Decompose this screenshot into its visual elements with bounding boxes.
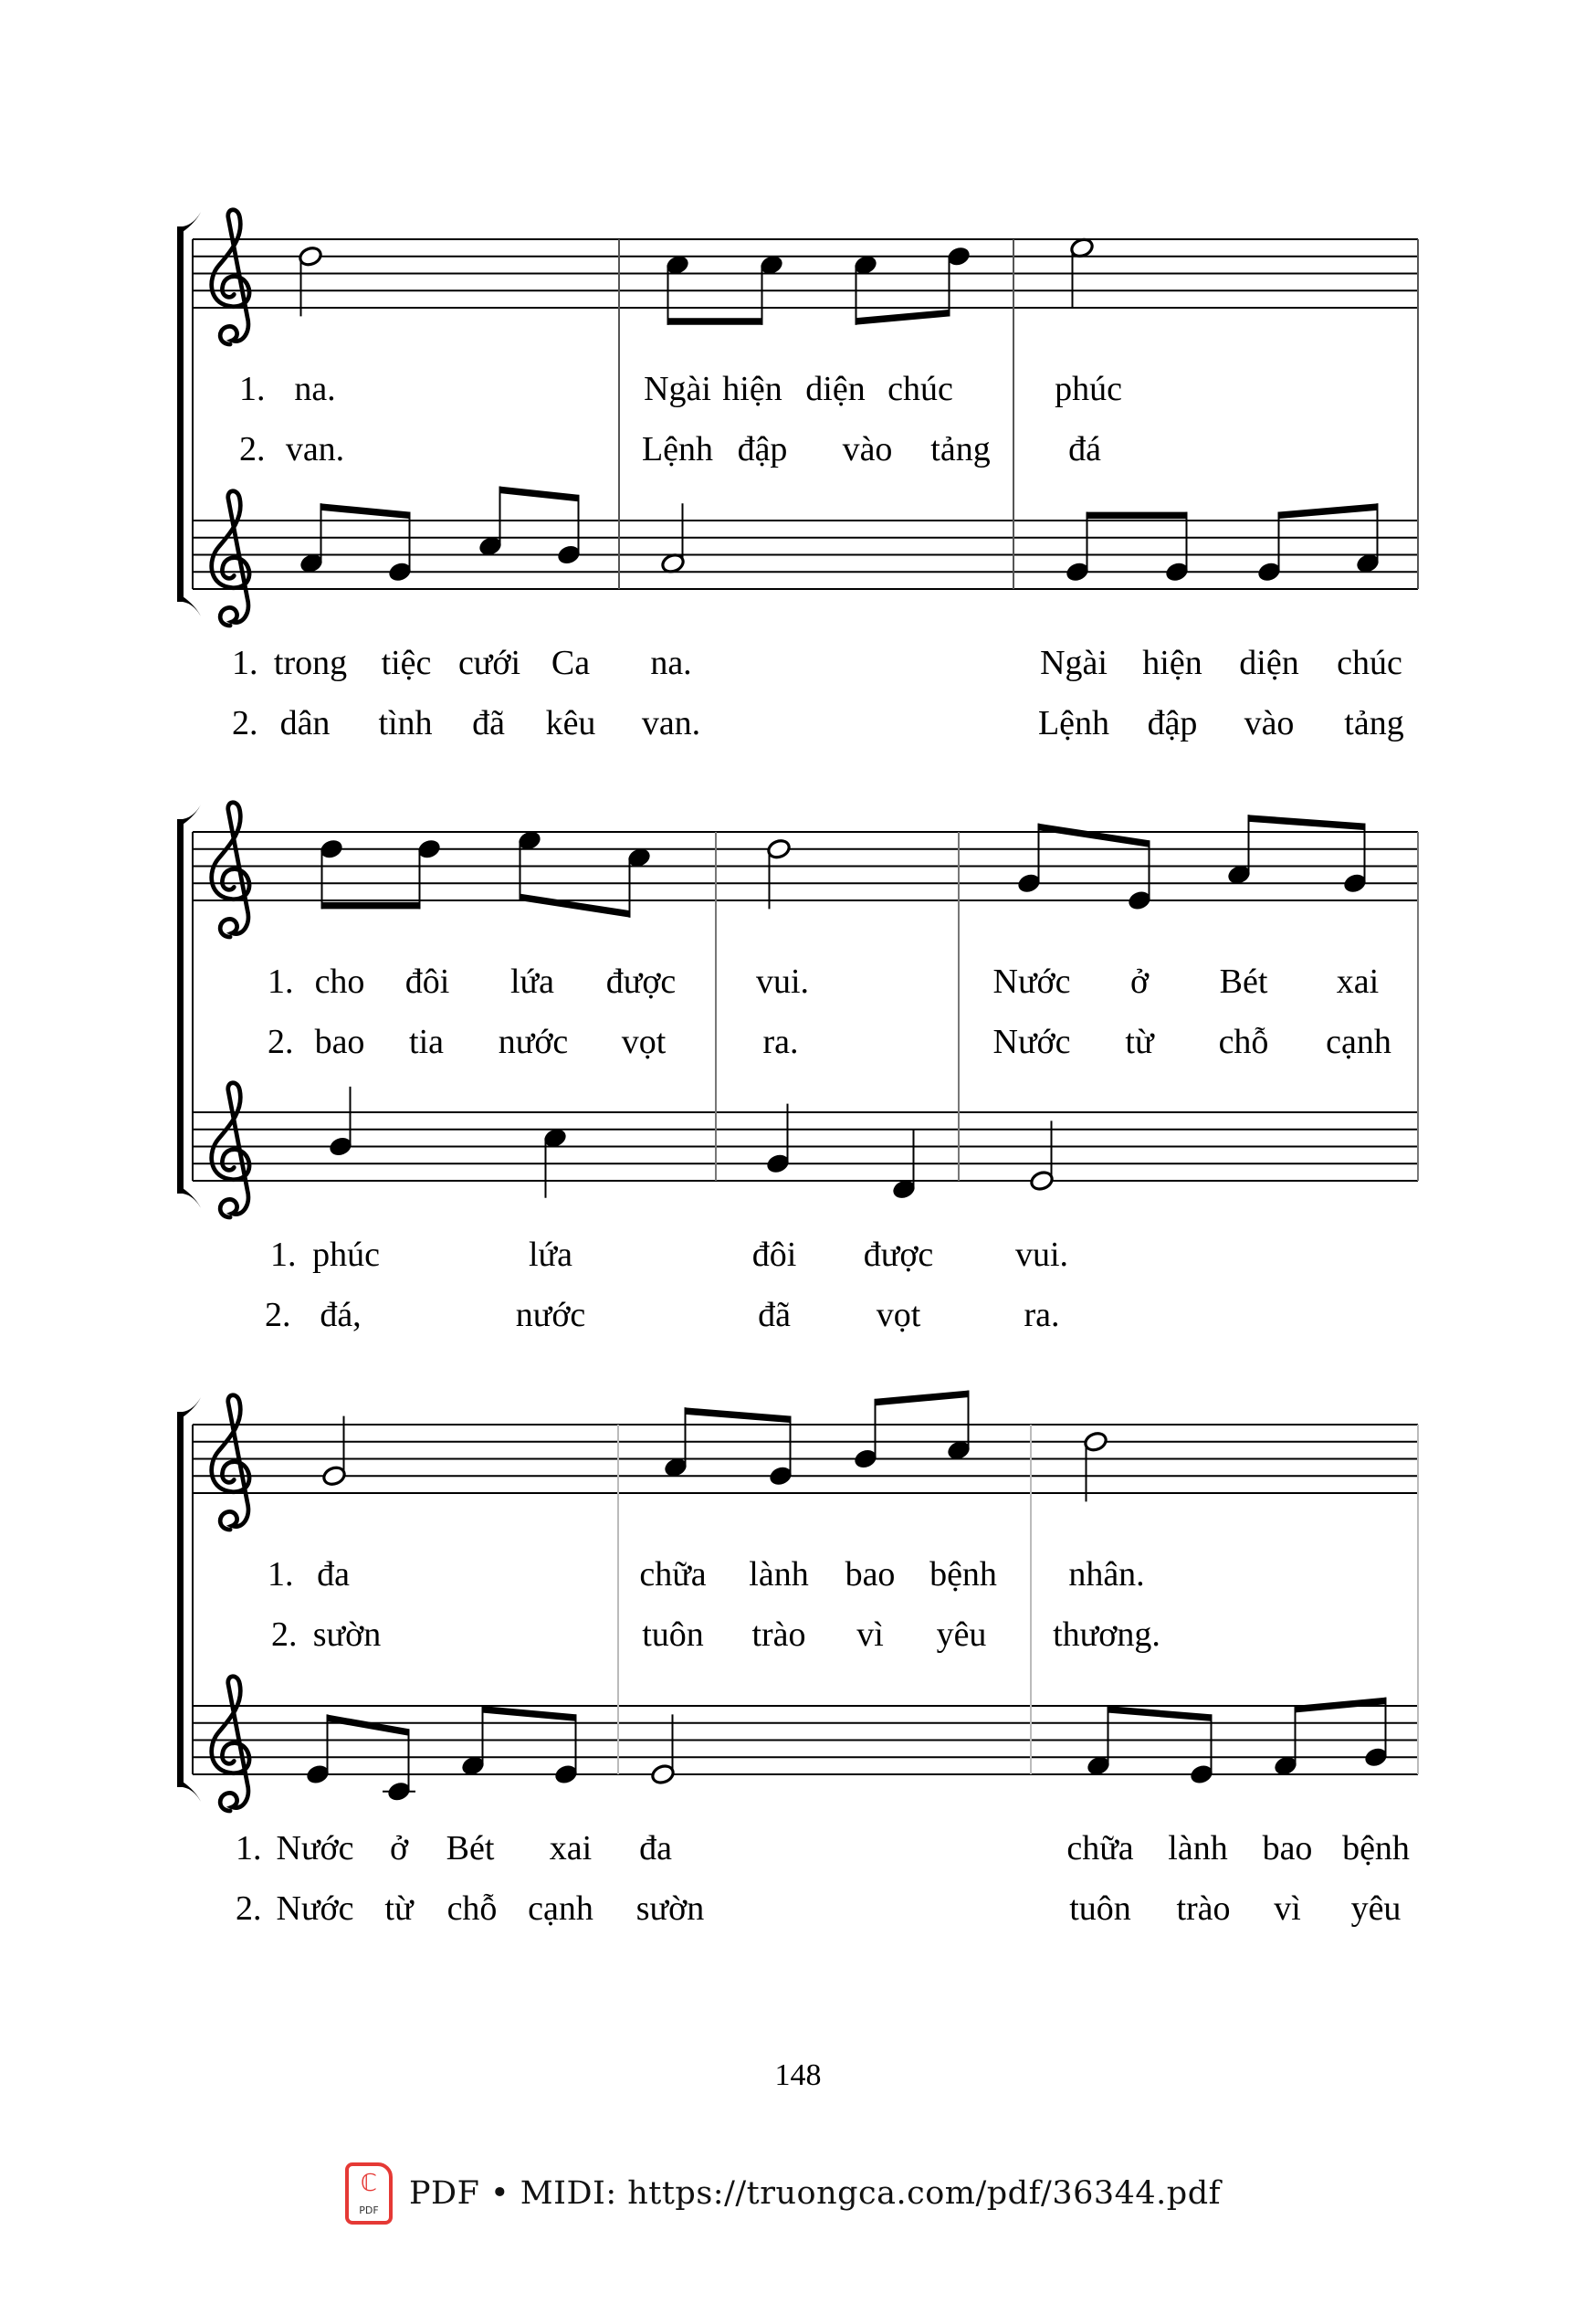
pdf-icon-label: PDF [359, 2204, 379, 2216]
lyric-syllable: từ [1125, 1023, 1154, 1061]
lyric-syllable: tiệc [381, 644, 432, 682]
lyric-syllable: hiện [722, 370, 782, 408]
lyric-syllable: nước [498, 1023, 569, 1061]
page-number: 148 [774, 2058, 822, 2092]
beam [499, 487, 580, 502]
treble-clef-icon [212, 210, 249, 344]
treble-clef-icon [212, 803, 249, 937]
lyric-syllable: bao [1262, 1829, 1313, 1867]
beam [1278, 503, 1379, 519]
lyric-syllable: đập [737, 430, 788, 468]
lyric-syllable: lứa [528, 1236, 573, 1274]
lyric-syllable: từ [384, 1889, 414, 1928]
bracket-bottom-hook [177, 596, 201, 616]
lyric-syllable: Ca [551, 644, 591, 682]
lyric-syllable: Ngài [1040, 644, 1108, 682]
lyric-syllable: chỗ [446, 1889, 498, 1928]
lyric-syllable: cạnh [1326, 1023, 1391, 1061]
lyric-syllable: đá [1068, 430, 1101, 468]
lyric-syllable: na. [650, 644, 692, 682]
bracket-bottom-hook [177, 1188, 201, 1208]
lyric-syllable: diện [805, 370, 866, 408]
lyric-syllable: vui. [755, 963, 810, 1001]
verse-number: 2. [236, 1889, 262, 1928]
bracket-top-hook [177, 805, 201, 825]
system-bracket [177, 1412, 184, 1787]
lyric-syllable: bao [314, 1023, 365, 1061]
lyric-syllable: cạnh [528, 1889, 593, 1928]
lyric-syllable: nước [515, 1296, 586, 1334]
beam [321, 902, 421, 910]
lyric-syllable: chúc [887, 370, 953, 408]
verse-number: 1. [232, 644, 258, 682]
lyric-syllable: đã [758, 1296, 791, 1334]
verse-number: 1. [239, 370, 266, 408]
lyric-syllable: ra. [762, 1023, 799, 1061]
lyric-syllable: Nước [276, 1829, 354, 1867]
beam [875, 1391, 970, 1406]
lyric-syllable: vì [856, 1615, 884, 1654]
lyric-syllable: vì [1274, 1889, 1301, 1928]
lyric-syllable: vui. [1014, 1236, 1069, 1274]
treble-clef-icon [212, 1395, 249, 1530]
lyric-syllable: đập [1147, 704, 1198, 742]
lyric-syllable: trong [273, 644, 348, 682]
pdf-file-icon [345, 2162, 393, 2225]
lyric-syllable: Nước [992, 963, 1071, 1001]
lyric-syllable: ở [389, 1829, 409, 1867]
lyric-syllable: tia [409, 1023, 444, 1061]
lyric-syllable: đá, [320, 1296, 362, 1334]
beam [1038, 824, 1150, 847]
lyric-syllable: xai [549, 1829, 593, 1867]
system-bracket [177, 819, 184, 1194]
lyric-syllable: chúc [1337, 644, 1402, 682]
lyric-syllable: phúc [1055, 370, 1122, 408]
lyric-syllable: lứa [509, 963, 555, 1001]
lyric-syllable: tuôn [642, 1615, 704, 1654]
treble-clef-icon [212, 1677, 249, 1811]
lyric-syllable: trào [751, 1615, 806, 1654]
beam [1295, 1698, 1387, 1713]
bracket-top-hook [177, 1397, 201, 1417]
lyric-syllable: cho [314, 963, 365, 1001]
lyric-syllable: bệnh [1342, 1829, 1410, 1867]
acrobat-glyph-icon: ℂ [360, 2170, 378, 2197]
lyric-syllable: được [863, 1236, 934, 1274]
lyric-syllable: thương. [1053, 1615, 1160, 1654]
beam [667, 318, 763, 325]
lyric-syllable: ở [1129, 963, 1150, 1001]
lyric-syllable: ra. [1024, 1296, 1060, 1334]
verse-number: 1. [236, 1829, 262, 1867]
beam [685, 1407, 792, 1423]
lyric-syllable: xai [1336, 963, 1380, 1001]
verse-number: 1. [268, 1555, 294, 1594]
lyric-syllable: vào [1244, 704, 1295, 742]
lyric-syllable: yêu [936, 1615, 987, 1654]
lyric-syllable: bệnh [929, 1555, 997, 1594]
footer-download-link[interactable] [345, 2161, 1221, 2226]
lyric-syllable: diện [1239, 644, 1299, 682]
lyric-syllable: sườn [312, 1615, 382, 1654]
lyric-syllable: tình [378, 704, 433, 742]
beam [1248, 815, 1366, 830]
beam [327, 1714, 410, 1736]
lyric-syllable: chữa [1066, 1829, 1134, 1867]
lyric-syllable: chữa [639, 1555, 707, 1594]
lyric-syllable: bao [845, 1555, 896, 1594]
lyric-syllable: hiện [1142, 644, 1202, 682]
treble-clef-icon [212, 491, 249, 626]
lyric-syllable: tuôn [1069, 1889, 1131, 1928]
lyric-syllable: kêu [545, 704, 596, 742]
verse-number: 2. [268, 1023, 294, 1061]
lyric-syllable: Lệnh [1037, 704, 1110, 742]
lyric-syllable: phúc [312, 1236, 380, 1274]
lyric-syllable: tảng [930, 430, 991, 468]
lyric-syllable: Lệnh [641, 430, 714, 468]
verse-number: 2. [271, 1615, 298, 1654]
lyric-syllable: Nước [992, 1023, 1071, 1061]
lyric-syllable: nhân. [1068, 1555, 1145, 1594]
lyric-syllable: đã [472, 704, 505, 742]
lyric-syllable: yêu [1350, 1889, 1402, 1928]
system-bracket [177, 226, 184, 602]
beam [1108, 1706, 1213, 1721]
lyric-syllable: đa [317, 1555, 350, 1594]
lyric-syllable: Bét [446, 1829, 495, 1867]
lyric-syllable: trào [1176, 1889, 1231, 1928]
lyric-syllable: tảng [1344, 704, 1404, 742]
lyric-syllable: Nước [276, 1889, 354, 1928]
lyric-syllable: Ngài [644, 370, 711, 408]
lyric-syllable: vọt [876, 1296, 921, 1334]
beam [482, 1706, 577, 1721]
lyric-syllable: Bét [1219, 963, 1268, 1001]
bracket-bottom-hook [177, 1782, 201, 1802]
lyric-syllable: dân [279, 704, 331, 742]
lyric-syllable: sườn [635, 1889, 705, 1928]
lyric-syllable: đôi [404, 963, 450, 1001]
lyric-syllable: đa [639, 1829, 672, 1867]
beam [520, 894, 631, 918]
beam [856, 310, 950, 325]
verse-number: 2. [239, 430, 266, 468]
bracket-top-hook [177, 212, 201, 232]
beam [1087, 512, 1188, 520]
lyric-syllable: được [605, 963, 677, 1001]
lyric-syllable: van. [641, 704, 701, 742]
lyric-syllable: vào [842, 430, 893, 468]
lyric-syllable: cưới [457, 644, 521, 682]
footer-link-text[interactable]: PDF • MIDI: https://truongca.com/pdf/36344.pdf [409, 2175, 1222, 2212]
verse-number: 1. [270, 1236, 297, 1274]
lyric-syllable: chỗ [1218, 1023, 1269, 1061]
beam [320, 503, 411, 519]
verse-number: 1. [268, 963, 294, 1001]
lyric-syllable: đôi [751, 1236, 797, 1274]
lyric-syllable: na. [294, 370, 336, 408]
lyric-syllable: lành [1168, 1829, 1228, 1867]
lyric-syllable: vọt [621, 1023, 667, 1061]
lyric-syllable: lành [749, 1555, 809, 1594]
lyric-syllable: van. [285, 430, 345, 468]
verse-number: 2. [232, 704, 258, 742]
verse-number: 2. [265, 1296, 291, 1334]
treble-clef-icon [212, 1083, 249, 1217]
